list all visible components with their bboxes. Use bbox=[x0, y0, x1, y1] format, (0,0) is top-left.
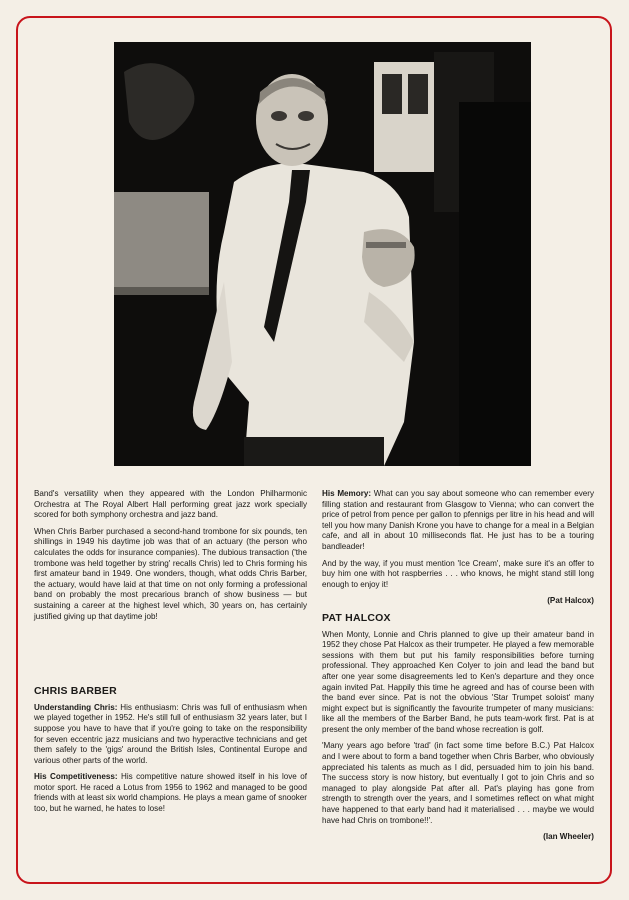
column-spacer bbox=[34, 628, 307, 686]
wheeler-quote-paragraph: 'Many years ago before 'trad' (in fact some time before B.C.) Pat Halcox and I were about to form a band together when Chris Barber, who obviously appreciated his talents as much as I did, persuaded him to join his band. The success story is now history, but eventually I got to join Chris and so managed to play alongside Pat after all. Pat's playing has gone from strength to strength over the years, and I sometimes reflect on what might have happened to that early band had it materialised . . . maybe we would have had Chris on trombone!!'. bbox=[322, 741, 594, 825]
competitiveness-text: His competitive nature showed itself in his love of motor sport. He raced a Lotus from 1956 to 1962 and managed to be good friends with at least six world champions. He plays a mean game of snooker too, but he warned, he hates to lose! bbox=[34, 772, 307, 814]
ice-cream-paragraph: And by the way, if you must mention 'Ice Cream', make sure it's an offer to buy him one with hot raspberries . . . who knows, he might stand still long enough to enjoy it! bbox=[322, 558, 594, 589]
pat-halcox-paragraph: When Monty, Lonnie and Chris planned to give up their amateur band in 1952 they chose Pat Halcox as their trumpeter. He played a few memorable sessions with them but put his family responsibilities before turning professional. They approached Ken Colyer to join and lead the band but after one year some disagreements led to Ken's departure and they once again invited Pat. Happily this time he agreed and has of course been with the band ever since. Pat is not the obvious 'Star Trumpet soloist' many might expect but is significantly the favourite trumpeter of many musicians: like all the members of the Barber Band, he puts team-work first. Pat is at present the only member of the band whose recreation is golf. bbox=[322, 629, 594, 734]
intro-paragraph: Band's versatility when they appeared with the London Philharmonic Orchestra at The Royal Albert Hall performing great jazz work specially scored for both symphony orchestra and jazz band. bbox=[34, 489, 307, 520]
understanding-chris-label: Understanding Chris: bbox=[34, 702, 118, 712]
left-column bbox=[34, 489, 307, 821]
memory-label: His Memory: bbox=[322, 489, 372, 498]
chris-barber-heading: CHRIS BARBER bbox=[34, 685, 117, 698]
trombone-paragraph: When Chris Barber purchased a second-hand trombone for six pounds, ten shillings in 1949 his daytime job was that of an actuary (the person who calculates the odds for insurance companies). The dubious transaction ('the trombone was held together by string' recalls Chris) led to Chris forming his first amateur band in 1949. One wonders, though, what odds Chris Barber, the actuary, would have laid at that time on not only forming a professional band on probably the most precarious branch of show business — but sustaining a career at the highest level which, 30 years on, has certainly justified giving up that daytime job! bbox=[34, 526, 307, 621]
understanding-chris-text: His enthusiasm: Chris was full of enthusiasm when we played together in 1952. He's still full of enthusiasm 32 years later, but I suppose you have to have that if you're going to take on the responsibility for seven eccentric jazz musicians and two hyperactive technicians and get them safely to the 'gigs' around the British Isles, Continental Europe and various other parts of the world. bbox=[34, 702, 307, 765]
chris-barber-photo bbox=[114, 42, 531, 466]
memory-text: What can you say about someone who can remember every filling station and restaurant from Glasgow to Vienna; who can convert the price of petrol from pence per gallon to pfennigs per litre in his head and will tell you how many Danish Krone you have to change for a meal in a Belgian cafe, and all in about 10 milliseconds flat. He just has to be a touring bandleader! bbox=[322, 489, 594, 551]
signature-pat-halcox: (Pat Halcox) bbox=[547, 596, 594, 606]
photo-illustration bbox=[114, 42, 531, 466]
competitiveness-paragraph bbox=[34, 772, 307, 814]
right-column bbox=[322, 489, 594, 849]
pat-halcox-heading: PAT HALCOX bbox=[322, 611, 391, 624]
competitiveness-label: His Competitiveness: bbox=[34, 772, 118, 782]
understanding-chris-paragraph bbox=[34, 703, 307, 767]
memory-paragraph bbox=[322, 489, 594, 553]
signature-ian-wheeler: (Ian Wheeler) bbox=[543, 832, 594, 842]
